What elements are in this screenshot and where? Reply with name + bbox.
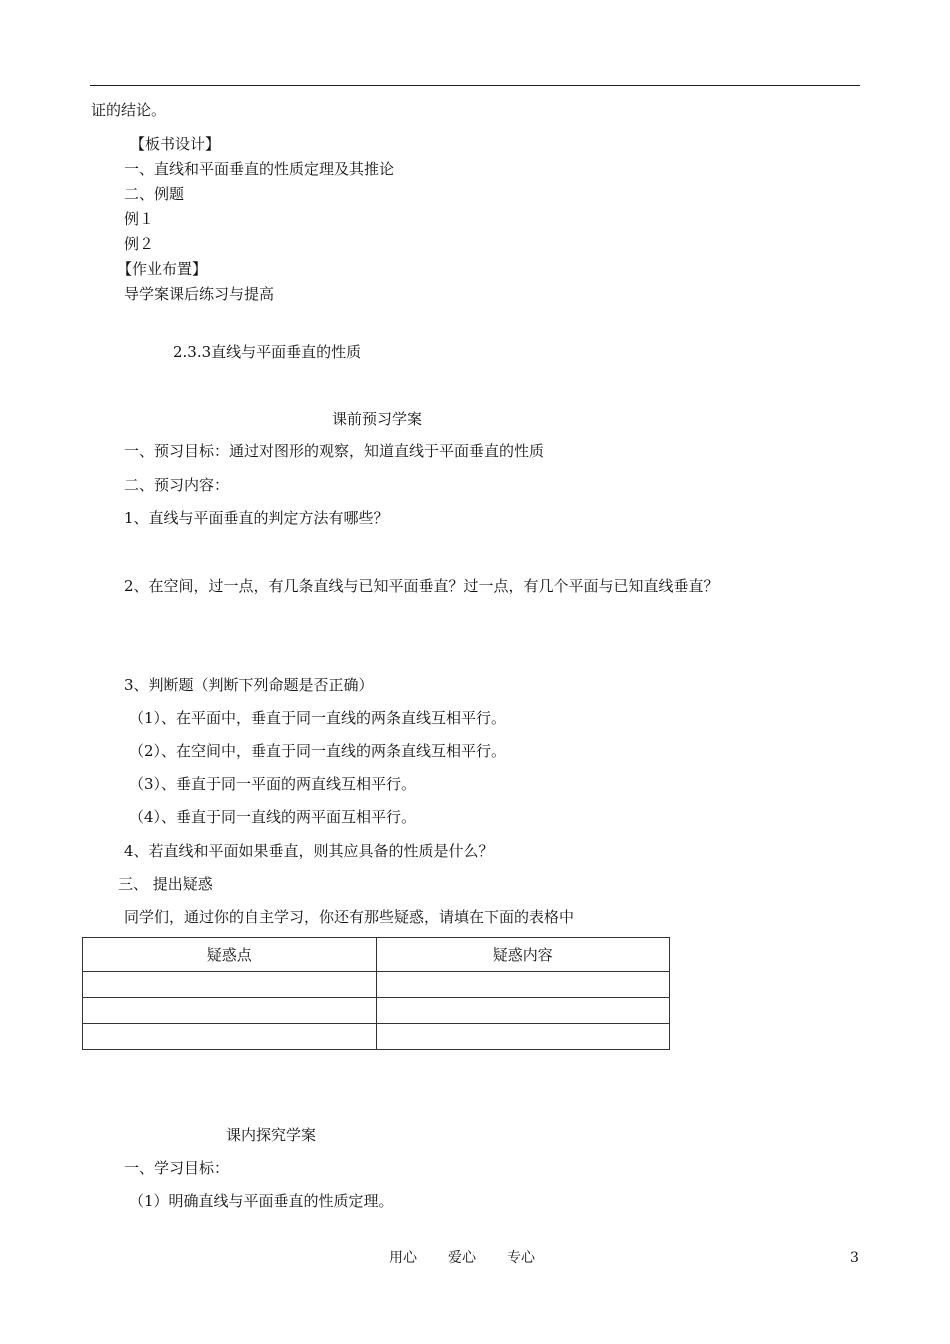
question-1: 1、直线与平面垂直的判定方法有哪些？: [124, 509, 389, 527]
table-cell[interactable]: [376, 972, 670, 998]
table-header-doubt-content: 疑惑内容: [376, 938, 670, 972]
question-3: 3、判断题（判断下列命题是否正确）: [124, 676, 374, 694]
table-cell[interactable]: [376, 1024, 670, 1050]
footer-text-1: 用心: [389, 1250, 417, 1266]
board-design-heading: 【板书设计】: [130, 135, 221, 153]
footer-text-3: 专心: [507, 1250, 535, 1266]
table-row: [83, 1024, 670, 1050]
question-4: 4、若直线和平面如果垂直，则其应具备的性质是什么？: [124, 842, 494, 860]
board-item-3: 例１: [124, 210, 155, 228]
doubts-table: [82, 937, 670, 1050]
preview-goal: 一、预习目标：通过对图形的观察，知道直线于平面垂直的性质: [124, 442, 545, 460]
table-cell[interactable]: [83, 998, 377, 1024]
inclass-goal-heading: 一、学习目标：: [124, 1159, 230, 1177]
judgement-item-1: （1）、在平面中，垂直于同一直线的两条直线互相平行。: [129, 709, 507, 727]
homework-text: 导学案课后练习与提高: [124, 285, 275, 303]
board-item-4: 例２: [124, 235, 155, 253]
inclass-title: 课内探究学案: [226, 1126, 317, 1144]
page-number: 3: [850, 1250, 859, 1266]
table-header-row: [83, 938, 670, 972]
footer-text-2: 爱心: [448, 1250, 476, 1266]
judgement-item-4: （4）、垂直于同一直线的两平面互相平行。: [129, 808, 417, 826]
inclass-goal-1: （1）明确直线与平面垂直的性质定理。: [129, 1192, 394, 1210]
doubts-heading: 三、 提出疑惑: [118, 875, 213, 893]
header-rule: [90, 85, 860, 86]
judgement-item-3: （3）、垂直于同一平面的两直线互相平行。: [129, 775, 417, 793]
continuation-text: 证的结论。: [91, 101, 167, 119]
table-header-doubt-point: 疑惑点: [83, 938, 377, 972]
preview-content-heading: 二、预习内容：: [124, 476, 230, 494]
judgement-item-2: （2）、在空间中，垂直于同一直线的两条直线互相平行。: [129, 742, 507, 760]
homework-heading: 【作业布置】: [117, 260, 208, 278]
section-title: 2.3.3直线与平面垂直的性质: [173, 343, 362, 361]
board-item-2: 二、例题: [124, 185, 185, 203]
preview-title: 课前预习学案: [332, 410, 423, 428]
table-cell[interactable]: [83, 972, 377, 998]
table-cell[interactable]: [83, 1024, 377, 1050]
doubts-intro: 同学们，通过你的自主学习，你还有那些疑惑，请填在下面的表格中: [124, 908, 575, 926]
table-row: [83, 998, 670, 1024]
table-row: [83, 972, 670, 998]
board-item-1: 一、直线和平面垂直的性质定理及其推论: [124, 160, 395, 178]
table-cell[interactable]: [376, 998, 670, 1024]
question-2: 2、在空间，过一点，有几条直线与已知平面垂直？过一点，有几个平面与已知直线垂直？: [124, 577, 719, 595]
